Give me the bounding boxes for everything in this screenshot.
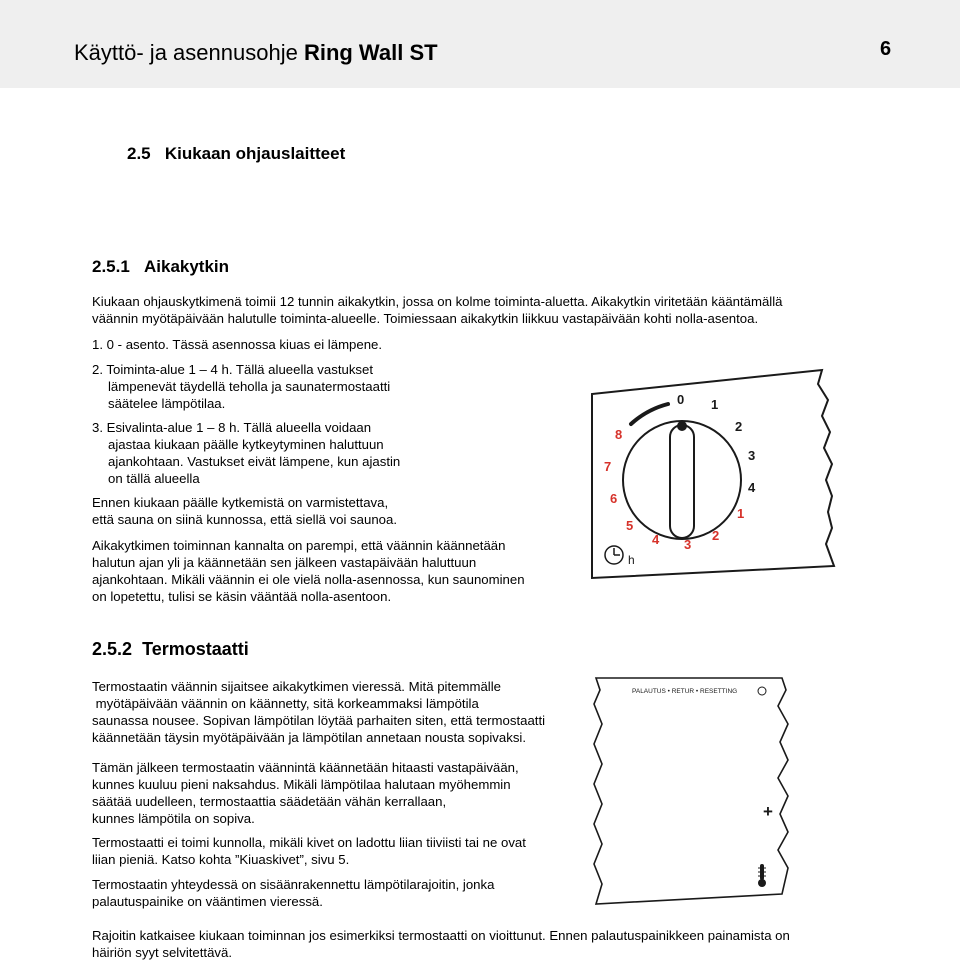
- dial-red-2: 2: [712, 528, 720, 543]
- section-number: 2.5.1: [92, 257, 130, 276]
- text-line: halutun ajan yli ja käännetään sen jälkeen vastapäivään haluttuun: [92, 555, 477, 570]
- plus-sign: +: [763, 802, 773, 821]
- section-title: Aikakytkin: [143, 257, 230, 276]
- section-2-5-1-heading: [92, 257, 229, 277]
- thermostat-paragraph-1: [92, 678, 545, 746]
- timer-arc-indicator: [631, 404, 668, 424]
- text-line: väännin myötäpäivään halutulle toiminta-alueelle. Toimiessaan aikakytkin liikkuu vastapäivään kohti nolla-asentoa.: [92, 311, 759, 326]
- text-line: Termostaatin väännin sijaitsee aikakytkimen vieressä. Mitä pitemmälle: [92, 679, 501, 694]
- dial-zero: 0: [677, 392, 685, 407]
- document-title: [74, 40, 438, 66]
- timer-knob: [623, 421, 741, 539]
- text-line: on lopetettu, tulisi se käsin vääntää nolla-asentoon.: [92, 589, 392, 604]
- text-line: säätelee lämpötilaa.: [108, 396, 226, 411]
- text-line: on tällä alueella: [108, 471, 200, 486]
- text-line: ajankohtaan. Mikäli väännin ei ole vielä nolla-asennossa, kun saunominen: [92, 572, 525, 587]
- text-line: saunassa nousee. Sopivan lämpötilan löytää parhaiten siten, että termostaatti: [92, 713, 546, 728]
- text-line: että sauna on siinä kunnossa, että siellä voi saunoa.: [92, 512, 397, 527]
- dial-red-7: 7: [604, 459, 612, 474]
- thermostat-paragraph-4: [92, 876, 494, 910]
- text-line: 3. Esivalinta-alue 1 – 8 h. Tällä alueella voidaan: [92, 420, 372, 435]
- dial-black-2: 2: [735, 419, 743, 434]
- section-2-5-heading: [127, 144, 345, 164]
- text-line: Termostaatin yhteydessä on sisäänrakennettu lämpötilarajoitin, jonka: [92, 877, 495, 892]
- text-line: säätää uudelleen, termostaattia säädetään vähän kerrallaan,: [92, 794, 447, 809]
- text-line: Tämän jälkeen termostaatin väännintä käännetään hitaasti vastapäivään,: [92, 760, 519, 775]
- thermostat-paragraph-2: [92, 759, 519, 827]
- thermometer-icon: [758, 864, 766, 887]
- item-2-paragraph: [92, 361, 390, 412]
- text-line: kunnes lämpötila on sopiva.: [92, 811, 255, 826]
- text-line: Ennen kiukaan päälle kytkemistä on varmistettava,: [92, 495, 389, 510]
- text-line: palautuspainike on vääntimen vieressä.: [92, 894, 323, 909]
- item-1-paragraph: [92, 336, 382, 353]
- dial-red-6: 6: [610, 491, 618, 506]
- text-line: liian pieniä. Katso kohta ”Kiuaskivet”, sivu 5.: [92, 852, 350, 867]
- reset-label: PALAUTUS • RETUR • RESETTING: [632, 688, 738, 695]
- text-line: 1. 0 - asento. Tässä asennossa kiuas ei lämpene.: [92, 337, 383, 352]
- intro-paragraph: [92, 293, 783, 327]
- text-line: myötäpäivään väännin on käännetty, sitä korkeammaksi lämpötila: [92, 696, 479, 711]
- page-header: [0, 0, 960, 88]
- section-title: Termostaatti: [142, 639, 249, 659]
- section-title: Kiukaan ohjauslaitteet: [164, 144, 346, 163]
- text-line: ajastaa kiukaan päälle kytkeytyminen haluttuun: [108, 437, 384, 452]
- dial-red-3: 3: [684, 537, 692, 552]
- dial-red-4: 4: [652, 532, 660, 547]
- text-line: lämpenevät täydellä teholla ja saunatermostaatti: [108, 379, 391, 394]
- hour-label: h: [628, 553, 635, 567]
- text-line: Rajoitin katkaisee kiukaan toiminnan jos esimerkiksi termostaatti on vioittunut. Ennen palautuspainikkeen painamista on: [92, 928, 790, 943]
- dial-red-8: 8: [615, 427, 623, 442]
- thermostat-panel-figure: [588, 670, 798, 910]
- dial-red-5: 5: [626, 518, 634, 533]
- title-bold: Ring Wall ST: [303, 40, 438, 65]
- section-2-5-2-heading: [92, 639, 249, 660]
- page-number: 6: [880, 38, 892, 60]
- text-line: Aikakytkimen toiminnan kannalta on parempi, että väännin käännetään: [92, 538, 506, 553]
- section-number: 2.5.2: [92, 639, 133, 659]
- dial-black-1: 1: [711, 397, 719, 412]
- check-paragraph: [92, 494, 397, 528]
- item-3-paragraph: [92, 419, 400, 487]
- dial-red-1: 1: [737, 506, 745, 521]
- reset-button[interactable]: [758, 687, 766, 695]
- text-line: häiriön syyt selvitettävä.: [92, 945, 232, 960]
- text-line: Kiukaan ohjauskytkimenä toimii 12 tunnin aikakytkin, jossa on kolme toiminta-aluetta. Aikakytkin viritetään kääntämällä: [92, 294, 783, 309]
- text-line: käännetään täysin myötäpäivään ja lämpötilan annetaan nousta sopivaksi.: [92, 730, 527, 745]
- thermostat-paragraph-5: [92, 927, 790, 961]
- clock-icon: [605, 546, 623, 564]
- turn-paragraph: [92, 537, 525, 605]
- timer-knob-pointer: [677, 421, 687, 431]
- text-line: ajankohtaan. Vastukset eivät lämpene, kun ajastin: [108, 454, 401, 469]
- dial-black-4: 4: [748, 480, 756, 495]
- thermostat-panel-outline: [594, 678, 788, 904]
- thermostat-paragraph-3: [92, 834, 526, 868]
- text-line: 2. Toiminta-alue 1 – 4 h. Tällä alueella vastukset: [92, 362, 374, 377]
- timer-dial-figure: [588, 364, 840, 584]
- section-number: 2.5: [127, 144, 151, 163]
- dial-black-3: 3: [748, 448, 756, 463]
- text-line: kunnes kuuluu pieni naksahdus. Mikäli lämpötilaa halutaan myöhemmin: [92, 777, 511, 792]
- title-normal: Käyttö- ja asennusohje: [74, 40, 304, 65]
- text-line: Termostaatti ei toimi kunnolla, mikäli kivet on ladottu liian tiiviisti tai ne ovat: [92, 835, 526, 850]
